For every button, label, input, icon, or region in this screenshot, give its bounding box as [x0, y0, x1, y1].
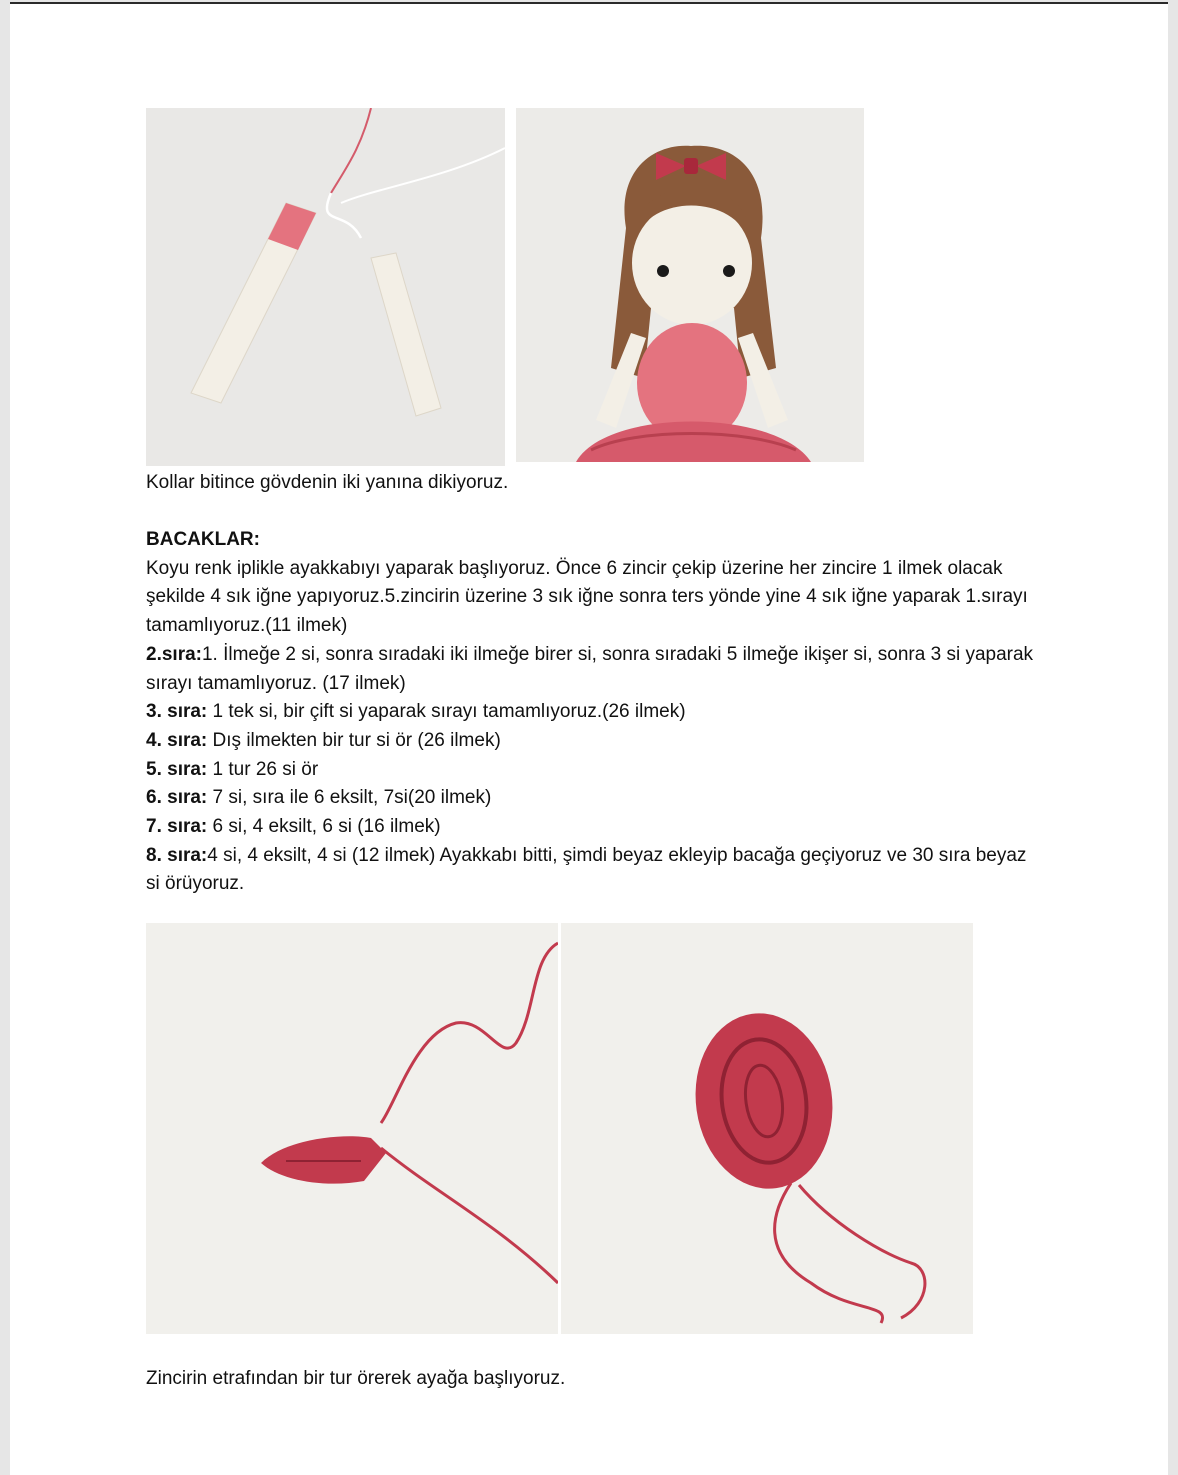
- row-label: 3. sıra:: [146, 701, 208, 723]
- row-7: [146, 813, 1036, 842]
- row-text: 6 si, 4 eksilt, 6 si (16 ilmek): [207, 816, 441, 838]
- sole-finished-photo: [561, 923, 973, 1334]
- row-label: 4. sıra:: [146, 729, 208, 751]
- row-8: [146, 842, 1036, 899]
- sole-start-photo: [146, 923, 558, 1334]
- arms-photo: [146, 108, 505, 466]
- row-label: 8. sıra:: [146, 844, 208, 866]
- row-text: 1 tur 26 si ör: [207, 758, 319, 780]
- row-text: 1. İlmeğe 2 si, sonra sıradaki iki ilmeğe birer si, sonra sıradaki 5 ilmeğe ikişer si, sonra 3 si yaparak sırayı tamamlıyoruz. (17 ilmek): [146, 643, 1034, 694]
- row-6: [146, 784, 1036, 813]
- row-3: [146, 698, 1036, 727]
- row-text: 7 si, sıra ile 6 eksilt, 7si(20 ilmek): [207, 787, 492, 809]
- section-heading: BACAKLAR:: [146, 529, 260, 550]
- caption-feet: Zincirin etrafından bir tur örerek ayağa başlıyoruz.: [146, 1368, 566, 1389]
- row-label: 6. sıra:: [146, 787, 208, 809]
- document-page: [10, 2, 1168, 1475]
- row-text: Dış ilmekten bir tur si ör (26 ilmek): [207, 729, 501, 751]
- row-4: [146, 727, 1036, 756]
- doll-photo: [516, 108, 864, 462]
- row-label: 7. sıra:: [146, 816, 208, 838]
- instructions-section: [146, 526, 1036, 899]
- row-label: 5. sıra:: [146, 758, 208, 780]
- section-intro: Koyu renk iplikle ayakkabıyı yaparak başlıyoruz. Önce 6 zincir çekip üzerine her zincire 1 ilmek olacak şekilde 4 sık iğne yapıyoruz.5.zincirin üzerine 3 sık iğne sonra ters yönde yine 4 sık iğne yaparak 1.sırayı tamamlıyoruz.(11 ilmek): [146, 557, 1028, 637]
- row-text: 4 si, 4 eksilt, 4 si (12 ilmek) Ayakkabı bitti, şimdi beyaz ekleyip bacağa geçiyoruz ve 30 sıra beyaz si örüyoruz.: [146, 844, 1027, 895]
- row-text: 1 tek si, bir çift si yaparak sırayı tamamlıyoruz.(26 ilmek): [207, 701, 686, 723]
- row-label: 2.sıra:: [146, 643, 202, 665]
- caption-arms: Kollar bitince gövdenin iki yanına dikiyoruz.: [146, 472, 509, 493]
- row-5: [146, 756, 1036, 785]
- row-2: [146, 641, 1036, 698]
